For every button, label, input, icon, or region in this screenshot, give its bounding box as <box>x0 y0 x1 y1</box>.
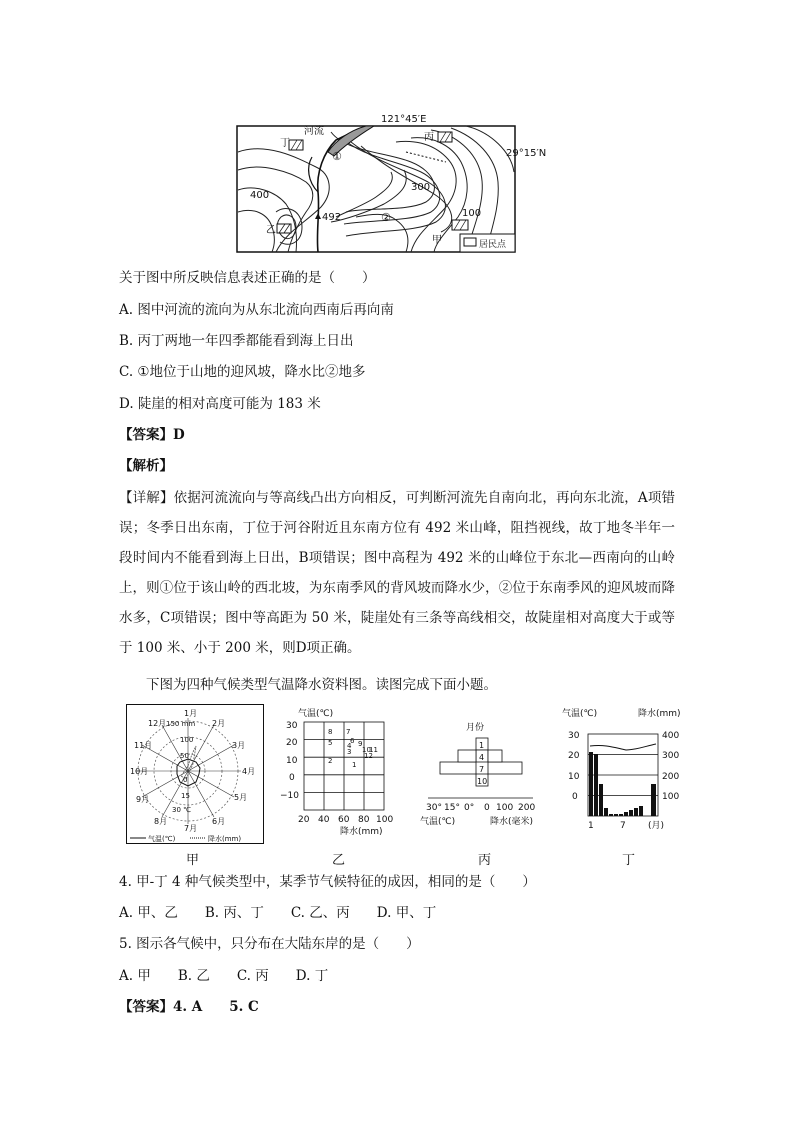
jia-legend-prec: 降水(mm) <box>208 835 242 843</box>
jia-legend-temp: 气温(℃) <box>148 835 176 843</box>
bing-xtick-15: 15° <box>444 803 460 813</box>
yi-point-1: 1 <box>352 761 357 769</box>
point-2-label: ② <box>381 211 391 224</box>
yi-ytick-0: 0 <box>289 773 295 783</box>
jia-scale-15: 15 <box>181 792 190 800</box>
bing-month-title: 月份 <box>466 723 485 733</box>
q1-option-c: C. ①地位于山地的迎风坡，降水比②地多 <box>119 364 366 380</box>
yi-point-3: 3 <box>347 748 352 756</box>
bing-xtick-200: 200 <box>518 803 536 813</box>
yi-ylabel: 气温(℃) <box>298 709 334 719</box>
ding-ylabel-left: 气温(℃) <box>562 709 598 719</box>
yi-point-2: 2 <box>328 757 333 765</box>
ding-ytick-10: 10 <box>568 772 580 782</box>
yi-point-8: 8 <box>328 728 333 736</box>
ding-rtick-300: 300 <box>662 751 680 761</box>
climate-chart-bing <box>418 718 548 830</box>
ding-chart-label: 丁 <box>622 853 636 868</box>
ding-rtick-400: 400 <box>662 731 680 741</box>
climate-chart-ding <box>556 704 696 840</box>
jia-month-10: 10月 <box>130 767 149 776</box>
bing-chart-label: 丙 <box>478 853 492 868</box>
yi-ytick-20: 20 <box>286 738 298 748</box>
yi-label: 乙 <box>266 225 276 236</box>
jia-month-5: 5月 <box>234 793 248 802</box>
yi-xtick-20: 20 <box>298 815 310 825</box>
ding-label: 丁 <box>280 138 290 149</box>
yi-point-10: 10 <box>362 746 371 754</box>
bing-label: 丙 <box>424 132 434 143</box>
ding-xtick-7: 7 <box>620 821 626 831</box>
legend-settlement-label: 居民点 <box>479 240 507 250</box>
jia-scale-50: 50 <box>180 752 189 760</box>
ding-ylabel-right: 降水(mm) <box>638 709 681 719</box>
ding-ytick-20: 20 <box>568 751 580 761</box>
jia-month-12: 12月 <box>148 719 167 728</box>
jia-month-1: 1月 <box>184 709 198 718</box>
answer-4-5: 【答案】4. A 5. C <box>119 999 259 1015</box>
jia-scale-150: 150 mm <box>166 720 196 728</box>
ding-xtick-month: (月) <box>648 821 665 831</box>
q1-option-a: A. 图中河流的流向为从东北流向西南后再向南 <box>119 302 394 318</box>
jia-month-3: 3月 <box>232 741 246 750</box>
yi-xtick-80: 80 <box>358 815 370 825</box>
ding-ytick-30: 30 <box>568 731 580 741</box>
yi-point-7: 7 <box>346 728 351 736</box>
yi-xtick-60: 60 <box>338 815 350 825</box>
q1-answer: 【答案】D <box>119 427 185 443</box>
bing-month-10: 10 <box>477 777 488 786</box>
river-label: 河流 <box>304 126 324 137</box>
bing-xlabel-right: 降水(毫米) <box>490 817 534 827</box>
q1-detail: 【详解】依据河流流向与等高线凸出方向相反，可判断河流先自南向北，再向东北流，A项错误；冬季日出东南，丁位于河谷附近且东南方位有 492 米山峰，阻挡视线，故丁地冬半年一段时间内不能看到海上日出，B项错误；图中高程为 492 米的山峰位于东北—西南向的山岭上，则①位于该山岭的西北坡，为东南季风的背风坡而降水少，②位于东南季风的迎风坡而降水多，C项错误；图中等高距为 50 米，陡崖处有三条等高线相交，故陡崖相对高度大于或等于 100 米、小于 200 米，则D项正确。 <box>119 490 675 656</box>
jia-month-8: 8月 <box>154 817 168 826</box>
yi-xlabel: 降水(mm) <box>340 827 383 837</box>
bing-month-4: 4 <box>479 753 485 762</box>
yi-point-4: 4 <box>347 742 352 750</box>
q4-stem: 4. 甲-丁 4 种气候类型中，某季节气候特征的成因，相同的是（ ） <box>119 874 536 890</box>
jia-scale-0: 0 <box>183 776 188 784</box>
jia-chart-label: 甲 <box>186 853 200 868</box>
climate-chart-jia <box>126 704 264 844</box>
contour-300-label: 300 <box>411 182 431 193</box>
yi-point-12: 12 <box>364 752 373 760</box>
yi-ytick-30: 30 <box>286 721 298 731</box>
yi-point-11: 11 <box>369 746 378 754</box>
yi-xtick-40: 40 <box>318 815 330 825</box>
yi-xtick-100: 100 <box>376 815 394 825</box>
jia-month-4: 4月 <box>242 767 256 776</box>
ding-rtick-200: 200 <box>662 772 680 782</box>
ding-rtick-100: 100 <box>662 792 680 802</box>
contour-100-label: 100 <box>462 208 482 219</box>
q1-option-d: D. 陡崖的相对高度可能为 183 米 <box>119 396 321 412</box>
jia-month-11: 11月 <box>134 741 153 750</box>
contour-400-label: 400 <box>250 190 270 201</box>
climate-chart-yi <box>280 704 400 840</box>
jia-scale-100: 100 <box>180 736 194 744</box>
jia-month-2: 2月 <box>212 719 226 728</box>
q4-options: A. 甲、乙 B. 丙、丁 C. 乙、丙 D. 甲、丁 <box>119 905 437 921</box>
jia-label: 甲 <box>432 235 442 246</box>
q5-stem: 5. 图示各气候中，只分布在大陆东岸的是（ ） <box>119 936 420 952</box>
bing-xtick-0b: 0 <box>484 803 490 813</box>
bing-xtick-0a: 0° <box>464 803 475 813</box>
bing-xtick-30: 30° <box>426 803 442 813</box>
topographic-map <box>236 112 556 257</box>
jia-scale-30: 30 ℃ <box>172 806 191 814</box>
bing-xtick-100: 100 <box>496 803 514 813</box>
yi-ytick-10: 10 <box>286 756 298 766</box>
point-1-label: ① <box>332 150 342 163</box>
bing-month-1: 1 <box>479 741 485 750</box>
yi-point-6: 6 <box>350 737 355 745</box>
q5-options: A. 甲 B. 乙 C. 丙 D. 丁 <box>119 968 329 984</box>
peak-elevation-label: 492 <box>322 212 342 223</box>
bing-month-7: 7 <box>479 765 485 774</box>
yi-ytick-neg10: −10 <box>280 791 299 801</box>
jia-month-9: 9月 <box>136 795 150 804</box>
yi-point-5: 5 <box>328 739 333 747</box>
climate-intro: 下图为四种气候类型气温降水资料图。读图完成下面小题。 <box>146 677 497 693</box>
jia-month-7: 7月 <box>184 824 198 833</box>
jia-month-6: 6月 <box>212 817 226 826</box>
bing-xlabel-left: 气温(℃) <box>420 817 456 827</box>
latitude-label: 29°15′N <box>506 148 547 159</box>
q1-analysis-title: 【解析】 <box>119 458 173 474</box>
yi-point-9: 9 <box>358 740 363 748</box>
ding-xtick-1: 1 <box>588 821 594 831</box>
q1-stem: 关于图中所反映信息表述正确的是（ ） <box>119 270 376 286</box>
yi-chart-label: 乙 <box>332 853 346 868</box>
longitude-label: 121°45′E <box>381 114 427 125</box>
ding-ytick-0: 0 <box>572 792 578 802</box>
q1-option-b: B. 丙丁两地一年四季都能看到海上日出 <box>119 333 354 349</box>
